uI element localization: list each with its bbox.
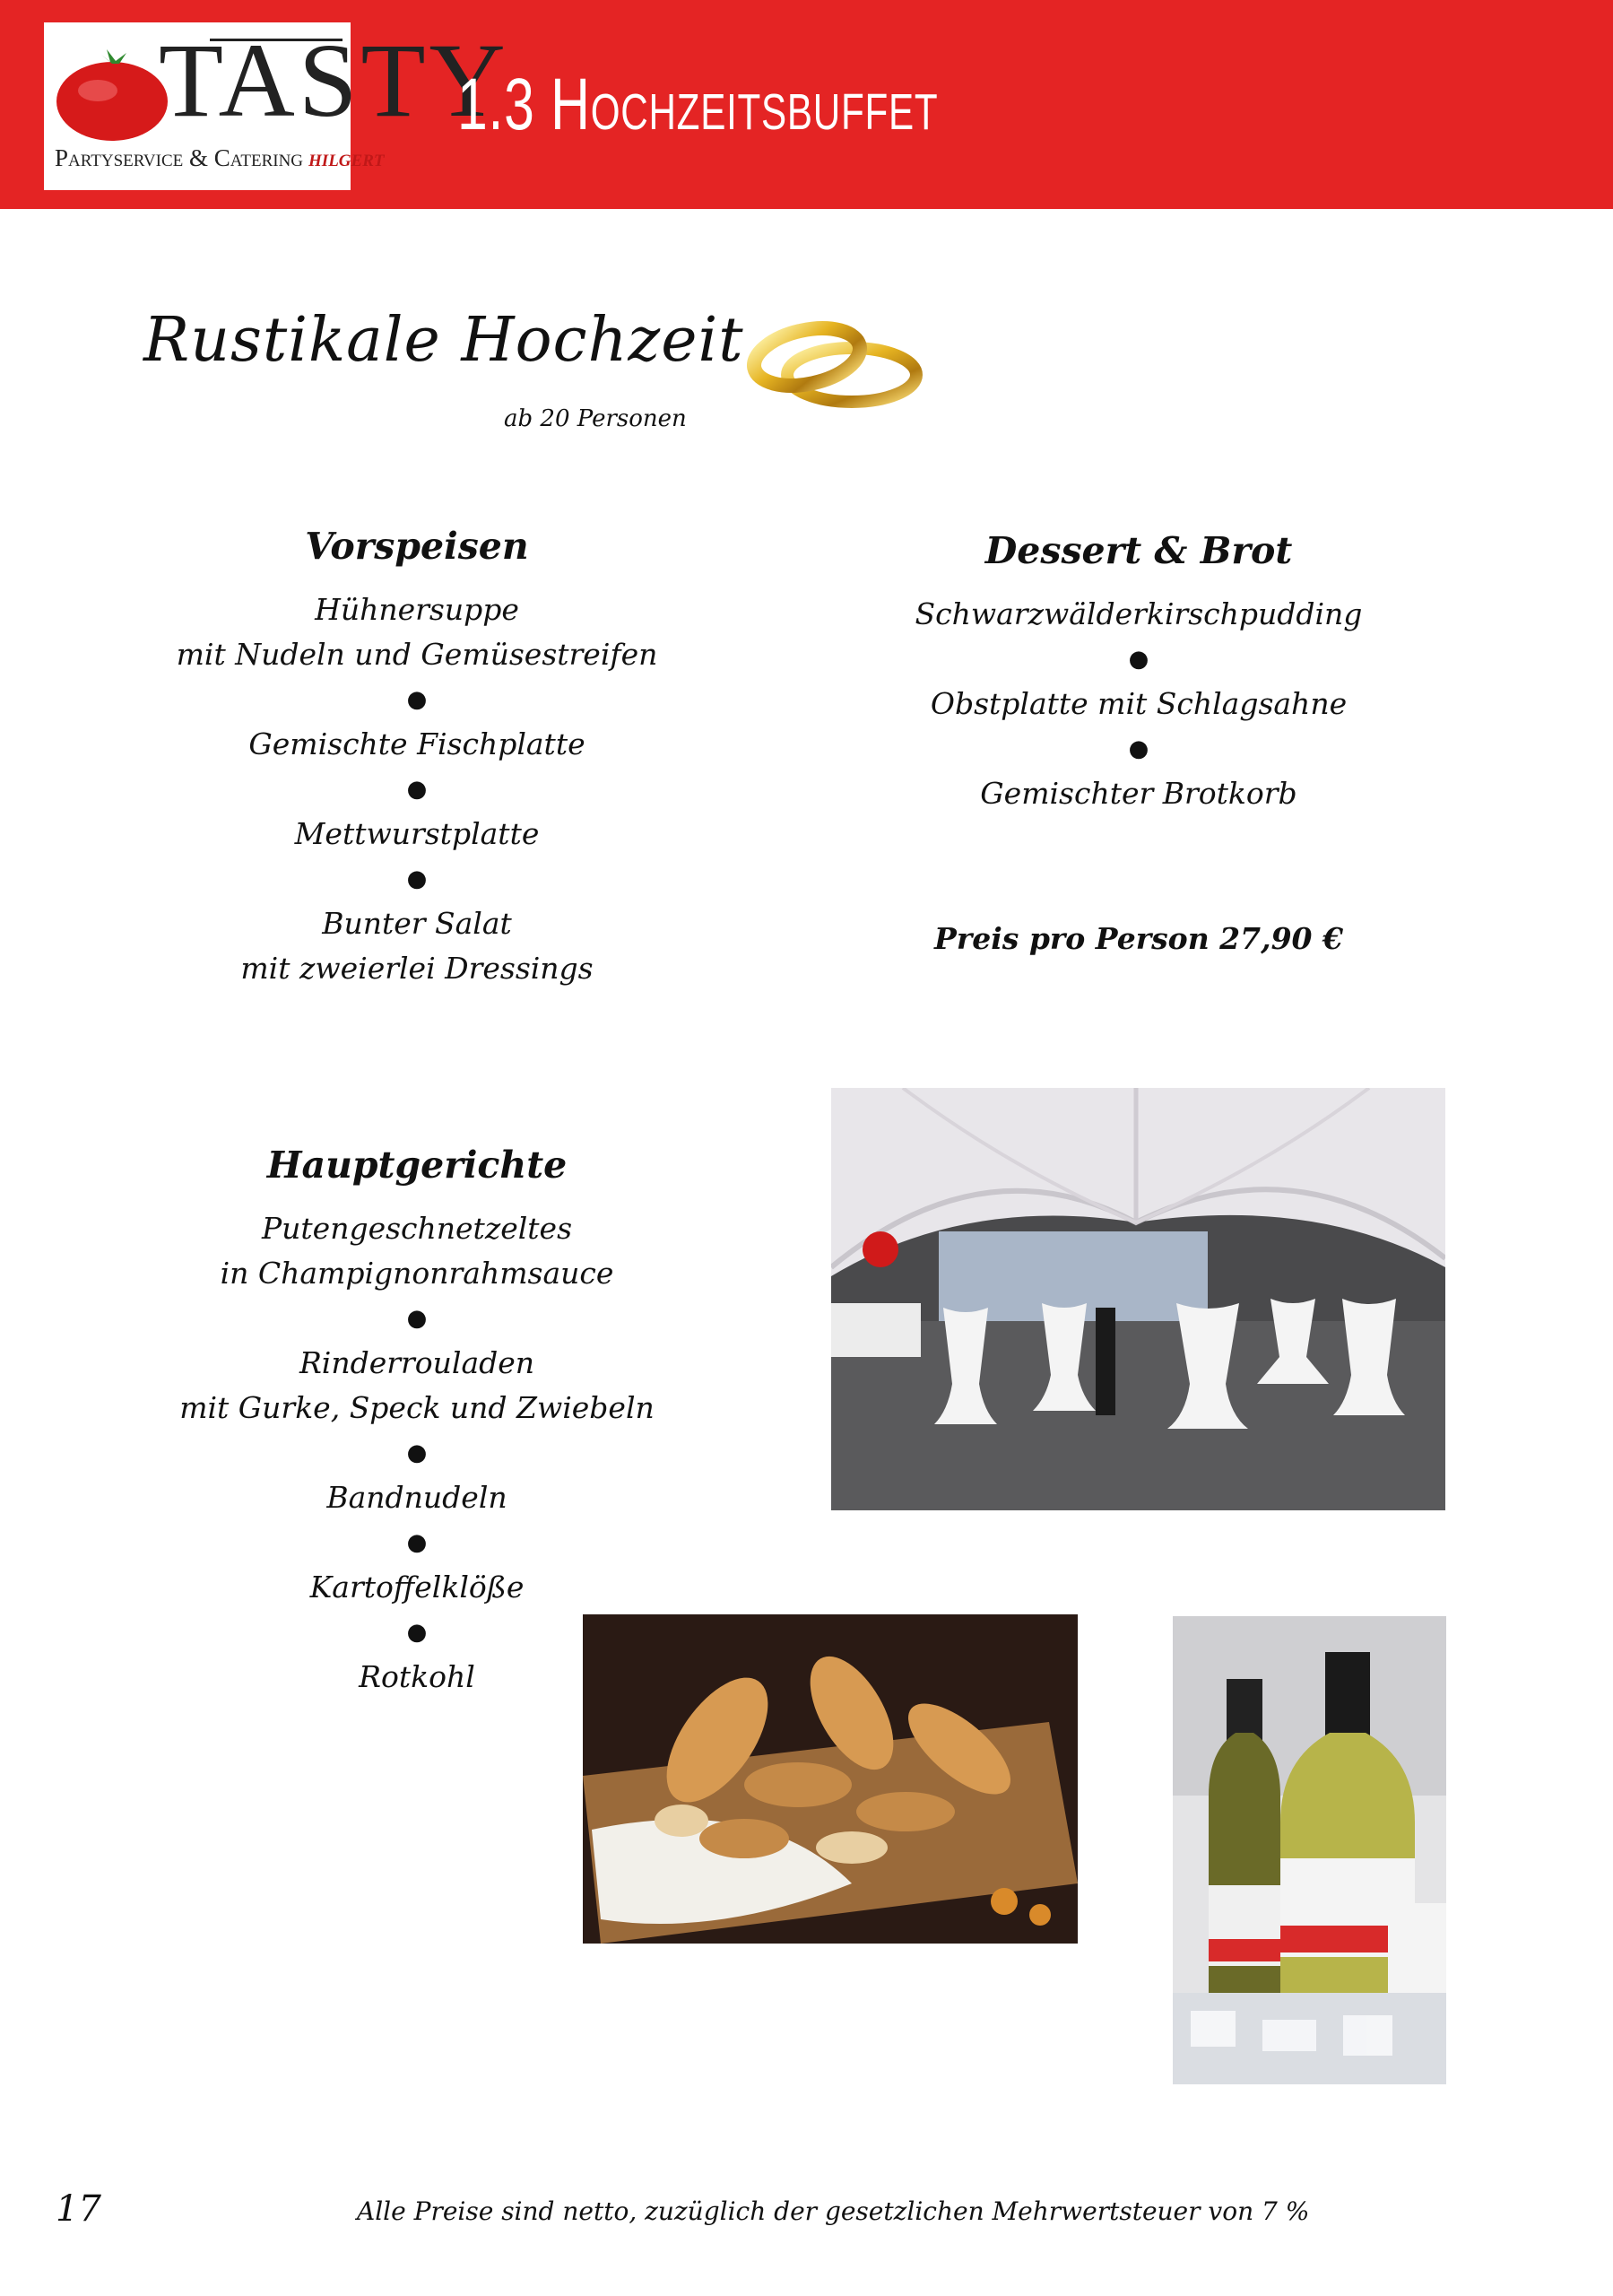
event-tent-photo [831,1088,1445,1510]
wine-bottles-photo [1173,1616,1446,2084]
dessert-section [861,529,1417,816]
bullet-separator: ● [406,1529,428,1556]
bullet-separator: ● [1128,646,1149,673]
logo-subtitle [55,144,384,172]
menu-item-detail: mit Nudeln und Gemüsestreifen [176,637,658,672]
logo-subtitle-text: Partyservice & Catering [55,144,304,171]
menu-item: Putengeschnetzeltes [261,1211,573,1246]
menu-item-detail: mit Gurke, Speck und Zwiebeln [179,1390,655,1425]
vorspeisen-heading: Vorspeisen [305,525,529,568]
logo-signature: hilgert [308,144,385,171]
hauptgerichte-heading: Hauptgerichte [266,1144,568,1187]
price-per-person: Preis pro Person 27,90 € [934,921,1343,956]
menu-item-detail: in Champignonrahmsauce [220,1256,614,1291]
bread-basket-photo [583,1614,1078,1944]
menu-item: Rotkohl [359,1659,475,1694]
menu-item: Obstplatte mit Schlagsahne [930,686,1348,721]
wedding-rings-icon [744,314,924,413]
menu-item: Schwarzwälderkirschpudding [915,596,1363,631]
dessert-heading: Dessert & Brot [984,529,1293,572]
menu-item: Mettwurstplatte [294,816,540,851]
bullet-separator: ● [406,686,428,713]
tomato-icon [55,48,169,143]
logo-word: TASTY [159,22,509,139]
menu-item: Hühnersuppe [315,592,519,627]
section-title: 1.3 Hochzeitsbuffet [457,64,939,145]
menu-item: Bunter Salat [322,906,512,941]
menu-item: Kartoffelklöße [309,1570,525,1605]
bullet-separator: ● [406,1305,428,1332]
bullet-separator: ● [406,1439,428,1466]
logo [44,22,509,190]
header-bar [0,0,1613,209]
bullet-separator: ● [406,776,428,803]
bullet-separator: ● [406,1619,428,1646]
bullet-separator: ● [406,865,428,892]
min-persons-note: ab 20 Personen [504,405,687,432]
vorspeisen-section [143,525,690,991]
menu-item: Rinderrouladen [299,1345,535,1380]
menu-item: Gemischte Fischplatte [248,726,585,761]
page-number: 17 [56,2188,101,2230]
menu-item-detail: mit zweierlei Dressings [240,951,594,986]
menu-item: Gemischter Brotkorb [980,776,1297,811]
menu-item: Bandnudeln [326,1480,507,1515]
page-title: Rustikale Hochzeit [143,305,744,376]
bullet-separator: ● [1128,735,1149,762]
footer-note: Alle Preise sind netto, zuzüglich der gesetzlichen Mehrwertsteuer von 7 % [357,2196,1310,2226]
